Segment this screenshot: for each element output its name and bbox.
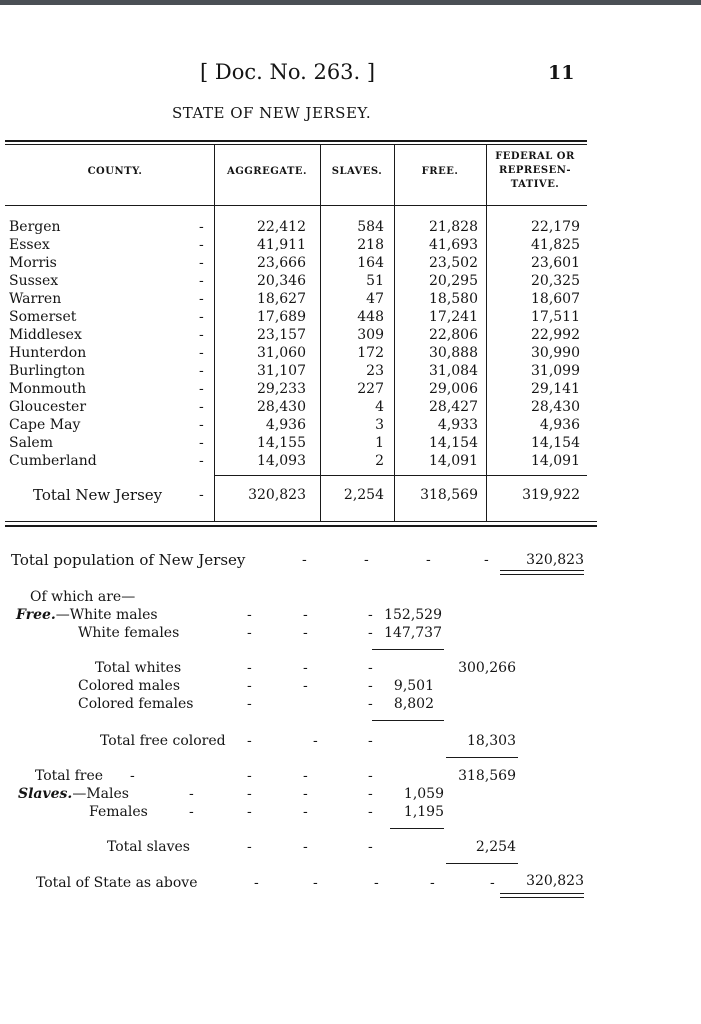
county-name: Monmouth — [9, 381, 87, 397]
county-name: Salem — [9, 435, 53, 451]
slaves-value: 448 — [357, 309, 384, 325]
free-value: 28,427 — [429, 399, 478, 415]
free-label: Free. — [16, 607, 56, 623]
slave-males-label: —Males — [72, 786, 129, 802]
total-slaves-label: Total slaves — [107, 839, 190, 855]
federal-value: 23,601 — [531, 255, 580, 271]
table-bottom-rule-thick — [5, 525, 597, 527]
total-population-value: 320,823 — [526, 552, 584, 568]
aggregate-value: 23,157 — [257, 327, 306, 343]
aggregate-value: 31,107 — [257, 363, 306, 379]
aggregate-value: 22,412 — [257, 219, 306, 235]
slaves-value: 227 — [357, 381, 384, 397]
county-name: Hunterdon — [9, 345, 87, 361]
total-free-label: Total free — [35, 768, 104, 784]
free-value: 17,241 — [429, 309, 478, 325]
slave-males-value: 1,059 — [403, 786, 444, 802]
free-value: 22,806 — [429, 327, 478, 343]
total-slaves: 2,254 — [343, 487, 384, 503]
slaves-value: 4 — [375, 399, 384, 415]
header-aggregate: AGGREGATE. — [226, 166, 308, 177]
total-whites-value: 300,266 — [458, 660, 516, 676]
slaves-value: 218 — [357, 237, 384, 253]
aggregate-value: 4,936 — [265, 417, 306, 433]
county-name: Sussex — [9, 273, 59, 289]
document-header: [ Doc. No. 263. ] — [200, 60, 376, 84]
slaves-label: Slaves. — [18, 786, 73, 802]
county-name: Essex — [9, 237, 50, 253]
federal-value: 41,825 — [531, 237, 580, 253]
table-top-rule — [5, 140, 587, 142]
county-name: Cape May — [9, 417, 81, 433]
total-state-label: Total of State as above — [36, 875, 198, 891]
county-name: Middlesex — [9, 327, 82, 343]
total-slaves-value: 2,254 — [475, 839, 516, 855]
total-aggregate: 320,823 — [248, 487, 306, 503]
federal-value: 29,141 — [531, 381, 580, 397]
header-slaves: SLAVES. — [331, 166, 383, 177]
federal-value: 31,099 — [531, 363, 580, 379]
free-value: 20,295 — [429, 273, 478, 289]
county-name: Somerset — [9, 309, 77, 325]
federal-value: 28,430 — [531, 399, 580, 415]
free-section — [16, 607, 158, 624]
total-top-rule — [214, 475, 587, 476]
slaves-value: 3 — [375, 417, 384, 433]
aggregate-value: 29,233 — [257, 381, 306, 397]
white-females-value: 147,737 — [384, 625, 442, 641]
county-name: Burlington — [9, 363, 86, 379]
table-top-rule-inner — [5, 144, 587, 145]
header-federal: FEDERAL OR REPRESEN- TATIVE. — [495, 151, 575, 190]
aggregate-value: 17,689 — [257, 309, 306, 325]
federal-value: 22,992 — [531, 327, 580, 343]
aggregate-value: 28,430 — [257, 399, 306, 415]
aggregate-value: 14,093 — [257, 453, 306, 469]
window-top-bar — [0, 0, 701, 5]
colored-females-value: 8,802 — [393, 696, 434, 712]
free-value: 29,006 — [429, 381, 478, 397]
county-name: Gloucester — [9, 399, 87, 415]
slave-females-label: Females — [89, 804, 148, 820]
county-name: Morris — [9, 255, 57, 271]
federal-value: 22,179 — [531, 219, 580, 235]
slaves-value: 23 — [366, 363, 384, 379]
free-value: 30,888 — [429, 345, 478, 361]
state-title: STATE OF NEW JERSEY. — [172, 104, 372, 122]
of-which-label: Of which are— — [30, 589, 136, 605]
total-whites-label: Total whites — [95, 660, 182, 676]
county-name: Bergen — [9, 219, 61, 235]
aggregate-value: 31,060 — [257, 345, 306, 361]
total-free-colored-value: 18,303 — [467, 733, 516, 749]
header-county: COUNTY. — [87, 166, 143, 177]
total-state-value: 320,823 — [526, 873, 584, 889]
aggregate-value: 14,155 — [257, 435, 306, 451]
colored-males-label: Colored males — [78, 678, 181, 694]
federal-value: 14,154 — [531, 435, 580, 451]
slaves-value: 1 — [375, 435, 384, 451]
total-federal: 319,922 — [522, 487, 580, 503]
slaves-section — [18, 786, 129, 803]
aggregate-value: 20,346 — [257, 273, 306, 289]
table-bottom-rule — [5, 521, 597, 522]
slaves-value: 584 — [357, 219, 384, 235]
aggregate-value: 18,627 — [257, 291, 306, 307]
white-males-label: —White males — [55, 607, 158, 623]
colored-males-value: 9,501 — [393, 678, 434, 694]
slave-females-value: 1,195 — [403, 804, 444, 820]
colored-females-label: Colored females — [78, 696, 194, 712]
federal-value: 18,607 — [531, 291, 580, 307]
county-name: Warren — [9, 291, 62, 307]
aggregate-value: 41,911 — [257, 237, 306, 253]
federal-value: 17,511 — [531, 309, 580, 325]
total-free-value: 318,569 — [458, 768, 516, 784]
slaves-value: 172 — [357, 345, 384, 361]
free-value: 18,580 — [429, 291, 478, 307]
slaves-value: 164 — [357, 255, 384, 271]
federal-value: 20,325 — [531, 273, 580, 289]
federal-value: 4,936 — [539, 417, 580, 433]
slaves-value: 47 — [366, 291, 384, 307]
total-label: Total New Jersey — [33, 486, 163, 504]
total-free-colored-label: Total free colored — [100, 733, 226, 749]
slaves-value: 51 — [366, 273, 384, 289]
free-value: 21,828 — [429, 219, 478, 235]
white-males-value: 152,529 — [384, 607, 442, 623]
header-bottom-rule — [5, 205, 587, 206]
federal-value: 30,990 — [531, 345, 580, 361]
free-value: 4,933 — [437, 417, 478, 433]
free-value: 14,154 — [429, 435, 478, 451]
free-value: 41,693 — [429, 237, 478, 253]
header-free: FREE. — [421, 166, 459, 177]
total-population-label: Total population of New Jersey — [11, 551, 246, 569]
county-name: Cumberland — [9, 453, 97, 469]
page-number: 11 — [548, 62, 575, 84]
free-value: 23,502 — [429, 255, 478, 271]
aggregate-value: 23,666 — [257, 255, 306, 271]
slaves-value: 2 — [375, 453, 384, 469]
free-value: 14,091 — [429, 453, 478, 469]
white-females-label: White females — [78, 625, 180, 641]
slaves-value: 309 — [357, 327, 384, 343]
federal-value: 14,091 — [531, 453, 580, 469]
total-free: 318,569 — [420, 487, 478, 503]
free-value: 31,084 — [429, 363, 478, 379]
